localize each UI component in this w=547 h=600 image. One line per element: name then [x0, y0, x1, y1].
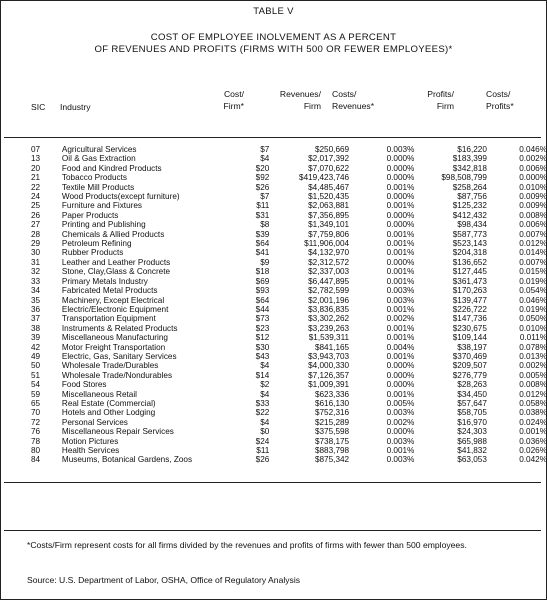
- cost-per-firm-cell: $12: [255, 333, 270, 343]
- cost-per-firm-cell: $30: [255, 342, 270, 352]
- profits-per-firm-cell: $170,263: [452, 286, 487, 296]
- costs-profits-cell: 0.013%: [519, 351, 547, 361]
- costs-revenues-cell: 0.003%: [386, 286, 415, 296]
- industry-cell: Museums, Botanical Gardens, Zoos: [61, 455, 193, 465]
- industry-cell: Motion Pictures: [61, 436, 119, 446]
- cost-per-firm-cell: $4: [260, 417, 270, 427]
- profits-per-firm-cell: $258,264: [452, 182, 487, 192]
- costs-revenues-cell: 0.000%: [386, 173, 415, 183]
- revenues-per-firm-cell: $2,337,003: [308, 267, 350, 277]
- sic-cell: 34: [31, 286, 41, 296]
- revenues-per-firm-cell: $738,175: [314, 436, 350, 446]
- costs-profits-cell: 0.026%: [519, 446, 547, 455]
- table-row: [0, 380, 547, 389]
- costs-profits-cell: 0.019%: [519, 276, 547, 286]
- cost-per-firm-cell: $39: [255, 229, 270, 239]
- costs-profits-cell: 0.006%: [519, 163, 547, 173]
- sic-cell: 32: [31, 267, 41, 277]
- costs-revenues-cell: 0.001%: [386, 229, 415, 239]
- costs-profits-cell: 0.058%: [519, 398, 547, 408]
- costs-profits-cell: 0.005%: [519, 370, 547, 380]
- industry-cell: Agricultural Services: [61, 145, 137, 154]
- profits-per-firm-cell: $139,477: [452, 295, 487, 305]
- profits-per-firm-cell: $58,705: [457, 408, 487, 418]
- table-row: [0, 343, 547, 352]
- revenues-per-firm-cell: $7,126,357: [308, 370, 350, 380]
- cost-per-firm-cell: $8: [260, 220, 270, 230]
- sic-cell: 72: [31, 417, 41, 427]
- table-row: [0, 361, 547, 370]
- table-row: [0, 230, 547, 239]
- industry-cell: Petroleum Refining: [61, 239, 132, 249]
- industry-cell: Printing and Publishing: [61, 220, 146, 230]
- revenues-per-firm-cell: $1,009,391: [308, 380, 350, 390]
- revenues-per-firm-cell: $883,798: [314, 446, 350, 455]
- costs-revenues-cell: 0.001%: [386, 276, 415, 286]
- profits-per-firm-cell: $412,432: [452, 210, 487, 220]
- cost-per-firm-cell: $69: [255, 276, 270, 286]
- sic-cell: 51: [31, 370, 41, 380]
- costs-profits-cell: 0.042%: [519, 455, 547, 465]
- sic-cell: 49: [31, 351, 41, 361]
- industry-cell: Motor Freight Transportation: [61, 342, 166, 352]
- header-costs-revenues-line2: Revenues*: [332, 101, 375, 111]
- industry-cell: Food and Kindred Products: [61, 163, 162, 173]
- costs-revenues-cell: 0.001%: [386, 323, 415, 333]
- revenues-per-firm-cell: $3,943,703: [308, 351, 350, 361]
- table-row: [0, 277, 547, 286]
- revenues-per-firm-cell: $841,165: [314, 342, 350, 352]
- cost-per-firm-cell: $33: [255, 398, 270, 408]
- revenues-per-firm-cell: $616,130: [314, 398, 350, 408]
- profits-per-firm-cell: $147,736: [452, 314, 487, 324]
- profits-per-firm-cell: $226,722: [452, 304, 487, 314]
- costs-revenues-cell: 0.001%: [386, 182, 415, 192]
- header-revenues-line1: Revenues/: [279, 89, 321, 99]
- sic-cell: 39: [31, 333, 41, 343]
- sic-cell: 26: [31, 210, 41, 220]
- cost-per-firm-cell: $26: [255, 182, 270, 192]
- cost-per-firm-cell: $2: [260, 380, 270, 390]
- profits-per-firm-cell: $209,507: [452, 361, 487, 371]
- industry-cell: Personal Services: [61, 417, 128, 427]
- profits-per-firm-cell: $204,318: [452, 248, 487, 258]
- table-row: [0, 390, 547, 399]
- sic-cell: 54: [31, 380, 41, 390]
- table-row: [0, 220, 547, 229]
- revenues-per-firm-cell: $4,132,970: [308, 248, 350, 258]
- costs-revenues-cell: 0.001%: [386, 304, 415, 314]
- profits-per-firm-cell: $65,988: [457, 436, 487, 446]
- table-row: [0, 296, 547, 305]
- table-row: [0, 446, 547, 455]
- costs-revenues-cell: 0.001%: [386, 248, 415, 258]
- costs-revenues-cell: 0.000%: [386, 220, 415, 230]
- costs-revenues-cell: 0.003%: [386, 145, 415, 154]
- industry-cell: Machinery, Except Electrical: [61, 295, 165, 305]
- profits-per-firm-cell: $16,970: [457, 417, 487, 427]
- table-row: [0, 324, 547, 333]
- sic-cell: 33: [31, 276, 41, 286]
- table-row: [0, 437, 547, 446]
- costs-revenues-cell: 0.001%: [386, 446, 415, 455]
- footnote-rule: [4, 530, 541, 531]
- sic-cell: 13: [31, 154, 41, 164]
- cost-per-firm-cell: $64: [255, 239, 270, 249]
- costs-profits-cell: 0.014%: [519, 248, 547, 258]
- cost-per-firm-cell: $92: [255, 173, 270, 183]
- cost-per-firm-cell: $14: [255, 370, 270, 380]
- cost-per-firm-cell: $20: [255, 163, 270, 173]
- sic-cell: 65: [31, 398, 41, 408]
- table-row: [0, 427, 547, 436]
- industry-cell: Tobacco Products: [61, 173, 127, 183]
- cost-per-firm-cell: $64: [255, 295, 270, 305]
- profits-per-firm-cell: $361,473: [452, 276, 487, 286]
- table-row: [0, 408, 547, 417]
- industry-cell: Chemicals & Allied Products: [61, 229, 165, 239]
- industry-cell: Real Estate (Commercial): [61, 398, 156, 408]
- profits-per-firm-cell: $24,303: [457, 427, 487, 437]
- sic-cell: 80: [31, 446, 41, 455]
- source-note: Source: U.S. Department of Labor, OSHA, Office of Regulatory Analysis: [27, 575, 301, 585]
- sic-cell: 35: [31, 295, 41, 305]
- profits-per-firm-cell: $183,399: [452, 154, 487, 164]
- table-title-line1: COST OF EMPLOYEE INOLVEMENT AS A PERCENT: [150, 32, 397, 43]
- profits-per-firm-cell: $34,450: [457, 389, 487, 399]
- cost-per-firm-cell: $26: [255, 455, 270, 465]
- costs-profits-cell: 0.038%: [519, 408, 547, 418]
- costs-profits-cell: 0.012%: [519, 389, 547, 399]
- revenues-per-firm-cell: $752,316: [314, 408, 350, 418]
- sic-cell: 42: [31, 342, 41, 352]
- table-row: [0, 211, 547, 220]
- cost-per-firm-cell: $73: [255, 314, 270, 324]
- costs-revenues-cell: 0.000%: [386, 361, 415, 371]
- costs-profits-cell: 0.002%: [519, 154, 547, 164]
- costs-revenues-cell: 0.004%: [386, 342, 415, 352]
- cost-per-firm-cell: $4: [260, 154, 270, 164]
- header-cost-line1: Cost/: [223, 89, 244, 99]
- profits-per-firm-cell: $28,263: [457, 380, 487, 390]
- profits-per-firm-cell: $16,220: [457, 145, 487, 154]
- table-row: [0, 399, 547, 408]
- costs-revenues-cell: 0.000%: [386, 210, 415, 220]
- sic-cell: 25: [31, 201, 41, 211]
- revenues-per-firm-cell: $4,000,330: [308, 361, 350, 371]
- sic-cell: 38: [31, 323, 41, 333]
- revenues-per-firm-cell: $1,349,101: [308, 220, 350, 230]
- sic-cell: 59: [31, 389, 41, 399]
- industry-cell: Textile Mill Products: [61, 182, 135, 192]
- data-table: [0, 145, 547, 465]
- costs-revenues-cell: 0.003%: [386, 295, 415, 305]
- table-row: [0, 192, 547, 201]
- profits-per-firm-cell: $127,445: [452, 267, 487, 277]
- costs-revenues-cell: 0.000%: [386, 163, 415, 173]
- sic-cell: 84: [31, 455, 41, 465]
- cost-per-firm-cell: $22: [255, 408, 270, 418]
- costs-profits-cell: 0.009%: [519, 201, 547, 211]
- costs-profits-cell: 0.009%: [519, 192, 547, 202]
- profits-per-firm-cell: $125,232: [452, 201, 487, 211]
- profits-per-firm-cell: $98,434: [457, 220, 487, 230]
- table-row: [0, 248, 547, 257]
- revenues-per-firm-cell: $11,906,004: [304, 239, 350, 249]
- profits-per-firm-cell: $98,508,799: [441, 173, 487, 183]
- costs-profits-cell: 0.054%: [519, 286, 547, 296]
- costs-profits-cell: 0.011%: [519, 333, 547, 343]
- profits-per-firm-cell: $523,143: [452, 239, 487, 249]
- profits-per-firm-cell: $109,144: [452, 333, 487, 343]
- costs-profits-cell: 0.015%: [519, 267, 547, 277]
- industry-cell: Wood Products(except furniture): [61, 192, 180, 202]
- profits-per-firm-cell: $63,053: [457, 455, 487, 465]
- table-row: [0, 201, 547, 210]
- costs-revenues-cell: 0.001%: [386, 389, 415, 399]
- industry-cell: Primary Metals Industry: [61, 276, 148, 286]
- costs-profits-cell: 0.050%: [519, 314, 547, 324]
- profits-per-firm-cell: $276,779: [452, 370, 487, 380]
- header-costs-revenues-line1: Costs/: [332, 89, 357, 99]
- table-bottom-rule: [4, 482, 541, 483]
- costs-profits-cell: 0.008%: [519, 210, 547, 220]
- cost-per-firm-cell: $31: [255, 210, 270, 220]
- header-profits-line2: Firm: [436, 101, 454, 111]
- header-sic: SIC: [31, 102, 46, 112]
- costs-revenues-cell: 0.001%: [386, 333, 415, 343]
- sic-cell: 22: [31, 182, 41, 192]
- profits-per-firm-cell: $230,675: [452, 323, 487, 333]
- profits-per-firm-cell: $38,197: [457, 342, 487, 352]
- costs-revenues-cell: 0.003%: [386, 455, 415, 465]
- table-row: [0, 258, 547, 267]
- costs-profits-cell: 0.010%: [519, 182, 547, 192]
- header-revenues-line2: Firm: [303, 101, 321, 111]
- profits-per-firm-cell: $57,647: [457, 398, 487, 408]
- industry-cell: Fabricated Metal Products: [61, 286, 158, 296]
- revenues-per-firm-cell: $419,423,746: [299, 173, 350, 183]
- sic-cell: 28: [31, 229, 41, 239]
- header-costs-profits-line2: Profits*: [486, 101, 514, 111]
- profits-per-firm-cell: $136,652: [452, 257, 487, 267]
- cost-per-firm-cell: $44: [255, 304, 270, 314]
- revenues-per-firm-cell: $1,520,435: [308, 192, 350, 202]
- industry-cell: Instruments & Related Products: [61, 323, 178, 333]
- revenues-per-firm-cell: $215,289: [314, 417, 350, 427]
- industry-cell: Electric, Gas, Sanitary Services: [61, 351, 177, 361]
- industry-cell: Miscellaneous Manufacturing: [61, 333, 168, 343]
- cost-per-firm-cell: $4: [260, 389, 270, 399]
- sic-cell: 20: [31, 163, 41, 173]
- industry-cell: Food Stores: [61, 380, 107, 390]
- costs-profits-cell: 0.078%: [519, 342, 547, 352]
- costs-revenues-cell: 0.001%: [386, 239, 415, 249]
- sic-cell: 70: [31, 408, 41, 418]
- cost-per-firm-cell: $4: [260, 361, 270, 371]
- cost-per-firm-cell: $93: [255, 286, 270, 296]
- header-industry: Industry: [60, 102, 91, 112]
- revenues-per-firm-cell: $1,539,311: [308, 333, 350, 343]
- sic-cell: 29: [31, 239, 41, 249]
- revenues-per-firm-cell: $7,070,622: [308, 163, 350, 173]
- revenues-per-firm-cell: $2,017,392: [308, 154, 350, 164]
- table-row: [0, 267, 547, 276]
- costs-profits-cell: 0.036%: [519, 436, 547, 446]
- cost-per-firm-cell: $7: [260, 192, 270, 202]
- table-title-line2: OF REVENUES AND PROFITS (FIRMS WITH 500 OR FEWER EMPLOYEES)*: [94, 44, 453, 55]
- revenues-per-firm-cell: $7,356,895: [308, 210, 350, 220]
- profits-per-firm-cell: $370,469: [452, 351, 487, 361]
- table-row: [0, 352, 547, 361]
- costs-revenues-cell: 0.000%: [386, 427, 415, 437]
- costs-revenues-cell: 0.000%: [386, 192, 415, 202]
- table-row: [0, 314, 547, 323]
- industry-cell: Miscellaneous Retail: [61, 389, 137, 399]
- revenues-per-firm-cell: $3,836,835: [308, 304, 350, 314]
- industry-cell: Hotels and Other Lodging: [61, 408, 156, 418]
- cost-per-firm-cell: $41: [255, 248, 270, 258]
- industry-cell: Rubber Products: [61, 248, 124, 258]
- sic-cell: 30: [31, 248, 41, 258]
- industry-cell: Miscellaneous Repair Services: [61, 427, 174, 437]
- revenues-per-firm-cell: $623,336: [314, 389, 350, 399]
- footnote: *Costs/Firm represent costs for all firms divided by the revenues and profits of firms with fewer than 500 employees.: [27, 540, 467, 550]
- table-row: [0, 371, 547, 380]
- costs-revenues-cell: 0.002%: [386, 314, 415, 324]
- revenues-per-firm-cell: $2,312,572: [308, 257, 350, 267]
- table-row: [0, 154, 547, 163]
- revenues-per-firm-cell: $2,001,196: [308, 295, 350, 305]
- table-row: [0, 286, 547, 295]
- costs-profits-cell: 0.010%: [519, 323, 547, 333]
- industry-cell: Wholesale Trade/Nondurables: [61, 370, 173, 380]
- table-row: [0, 455, 547, 464]
- costs-revenues-cell: 0.000%: [386, 370, 415, 380]
- table-row: [0, 164, 547, 173]
- costs-revenues-cell: 0.000%: [386, 154, 415, 164]
- costs-profits-cell: 0.001%: [519, 427, 547, 437]
- costs-revenues-cell: 0.005%: [386, 398, 415, 408]
- costs-profits-cell: 0.002%: [519, 361, 547, 371]
- costs-profits-cell: 0.000%: [519, 173, 547, 183]
- header-profits-line1: Profits/: [427, 89, 454, 99]
- revenues-per-firm-cell: $375,598: [314, 427, 350, 437]
- table-label: TABLE V: [253, 6, 294, 17]
- sic-cell: 31: [31, 257, 41, 267]
- costs-profits-cell: 0.007%: [519, 257, 547, 267]
- costs-profits-cell: 0.006%: [519, 220, 547, 230]
- costs-profits-cell: 0.046%: [519, 295, 547, 305]
- sic-cell: 07: [31, 145, 41, 154]
- table-row: [0, 333, 547, 342]
- industry-cell: Oil & Gas Extraction: [61, 154, 136, 164]
- revenues-per-firm-cell: $250,669: [314, 145, 350, 154]
- table-row: [0, 418, 547, 427]
- cost-per-firm-cell: $18: [255, 267, 270, 277]
- industry-cell: Leather and Leather Products: [61, 257, 171, 267]
- profits-per-firm-cell: $587,773: [452, 229, 487, 239]
- revenues-per-firm-cell: $2,063,881: [308, 201, 350, 211]
- revenues-per-firm-cell: $7,759,806: [308, 229, 350, 239]
- industry-cell: Transportation Equipment: [61, 314, 156, 324]
- cost-per-firm-cell: $9: [260, 257, 270, 267]
- sic-cell: 37: [31, 314, 41, 324]
- costs-profits-cell: 0.024%: [519, 417, 547, 427]
- costs-revenues-cell: 0.001%: [386, 351, 415, 361]
- costs-revenues-cell: 0.001%: [386, 201, 415, 211]
- costs-profits-cell: 0.012%: [519, 239, 547, 249]
- profits-per-firm-cell: $342,818: [452, 163, 487, 173]
- cost-per-firm-cell: $7: [260, 145, 270, 154]
- costs-revenues-cell: 0.000%: [386, 380, 415, 390]
- industry-cell: Health Services: [61, 446, 120, 455]
- cost-per-firm-cell: $11: [256, 201, 270, 211]
- cost-per-firm-cell: $11: [256, 446, 270, 455]
- cost-per-firm-cell: $24: [255, 436, 270, 446]
- sic-cell: 24: [31, 192, 41, 202]
- table-row: [0, 183, 547, 192]
- cost-per-firm-cell: $43: [255, 351, 270, 361]
- sic-cell: 21: [31, 173, 41, 183]
- revenues-per-firm-cell: $6,447,895: [308, 276, 350, 286]
- industry-cell: Wholesale Trade/Durables: [61, 361, 159, 371]
- costs-profits-cell: 0.008%: [519, 380, 547, 390]
- header-costs-profits-line1: Costs/: [486, 89, 511, 99]
- costs-revenues-cell: 0.003%: [386, 408, 415, 418]
- costs-profits-cell: 0.046%: [519, 145, 547, 154]
- header-cost-line2: Firm*: [223, 101, 244, 111]
- sic-cell: 76: [31, 427, 41, 437]
- industry-cell: Stone, Clay,Glass & Concrete: [61, 267, 171, 277]
- cost-per-firm-cell: $0: [260, 427, 270, 437]
- profits-per-firm-cell: $41,832: [457, 446, 487, 455]
- revenues-per-firm-cell: $4,485,467: [308, 182, 350, 192]
- table-row: [0, 239, 547, 248]
- table-row: [0, 145, 547, 154]
- sic-cell: 78: [31, 436, 41, 446]
- revenues-per-firm-cell: $2,782,599: [308, 286, 350, 296]
- table-row: [0, 173, 547, 182]
- cost-per-firm-cell: $23: [255, 323, 270, 333]
- industry-cell: Electric/Electronic Equipment: [61, 304, 169, 314]
- industry-cell: Paper Products: [61, 210, 119, 220]
- costs-profits-cell: 0.007%: [519, 229, 547, 239]
- revenues-per-firm-cell: $3,302,262: [308, 314, 350, 324]
- revenues-per-firm-cell: $875,342: [314, 455, 350, 465]
- sic-cell: 50: [31, 361, 41, 371]
- costs-revenues-cell: 0.003%: [386, 436, 415, 446]
- table-row: [0, 305, 547, 314]
- industry-cell: Furniture and Fixtures: [61, 201, 142, 211]
- costs-revenues-cell: 0.001%: [386, 267, 415, 277]
- costs-profits-cell: 0.019%: [519, 304, 547, 314]
- costs-revenues-cell: 0.002%: [386, 417, 415, 427]
- header-rule: [4, 137, 541, 138]
- revenues-per-firm-cell: $3,239,263: [308, 323, 350, 333]
- profits-per-firm-cell: $87,756: [457, 192, 487, 202]
- sic-cell: 27: [31, 220, 41, 230]
- costs-revenues-cell: 0.000%: [386, 257, 415, 267]
- sic-cell: 36: [31, 304, 41, 314]
